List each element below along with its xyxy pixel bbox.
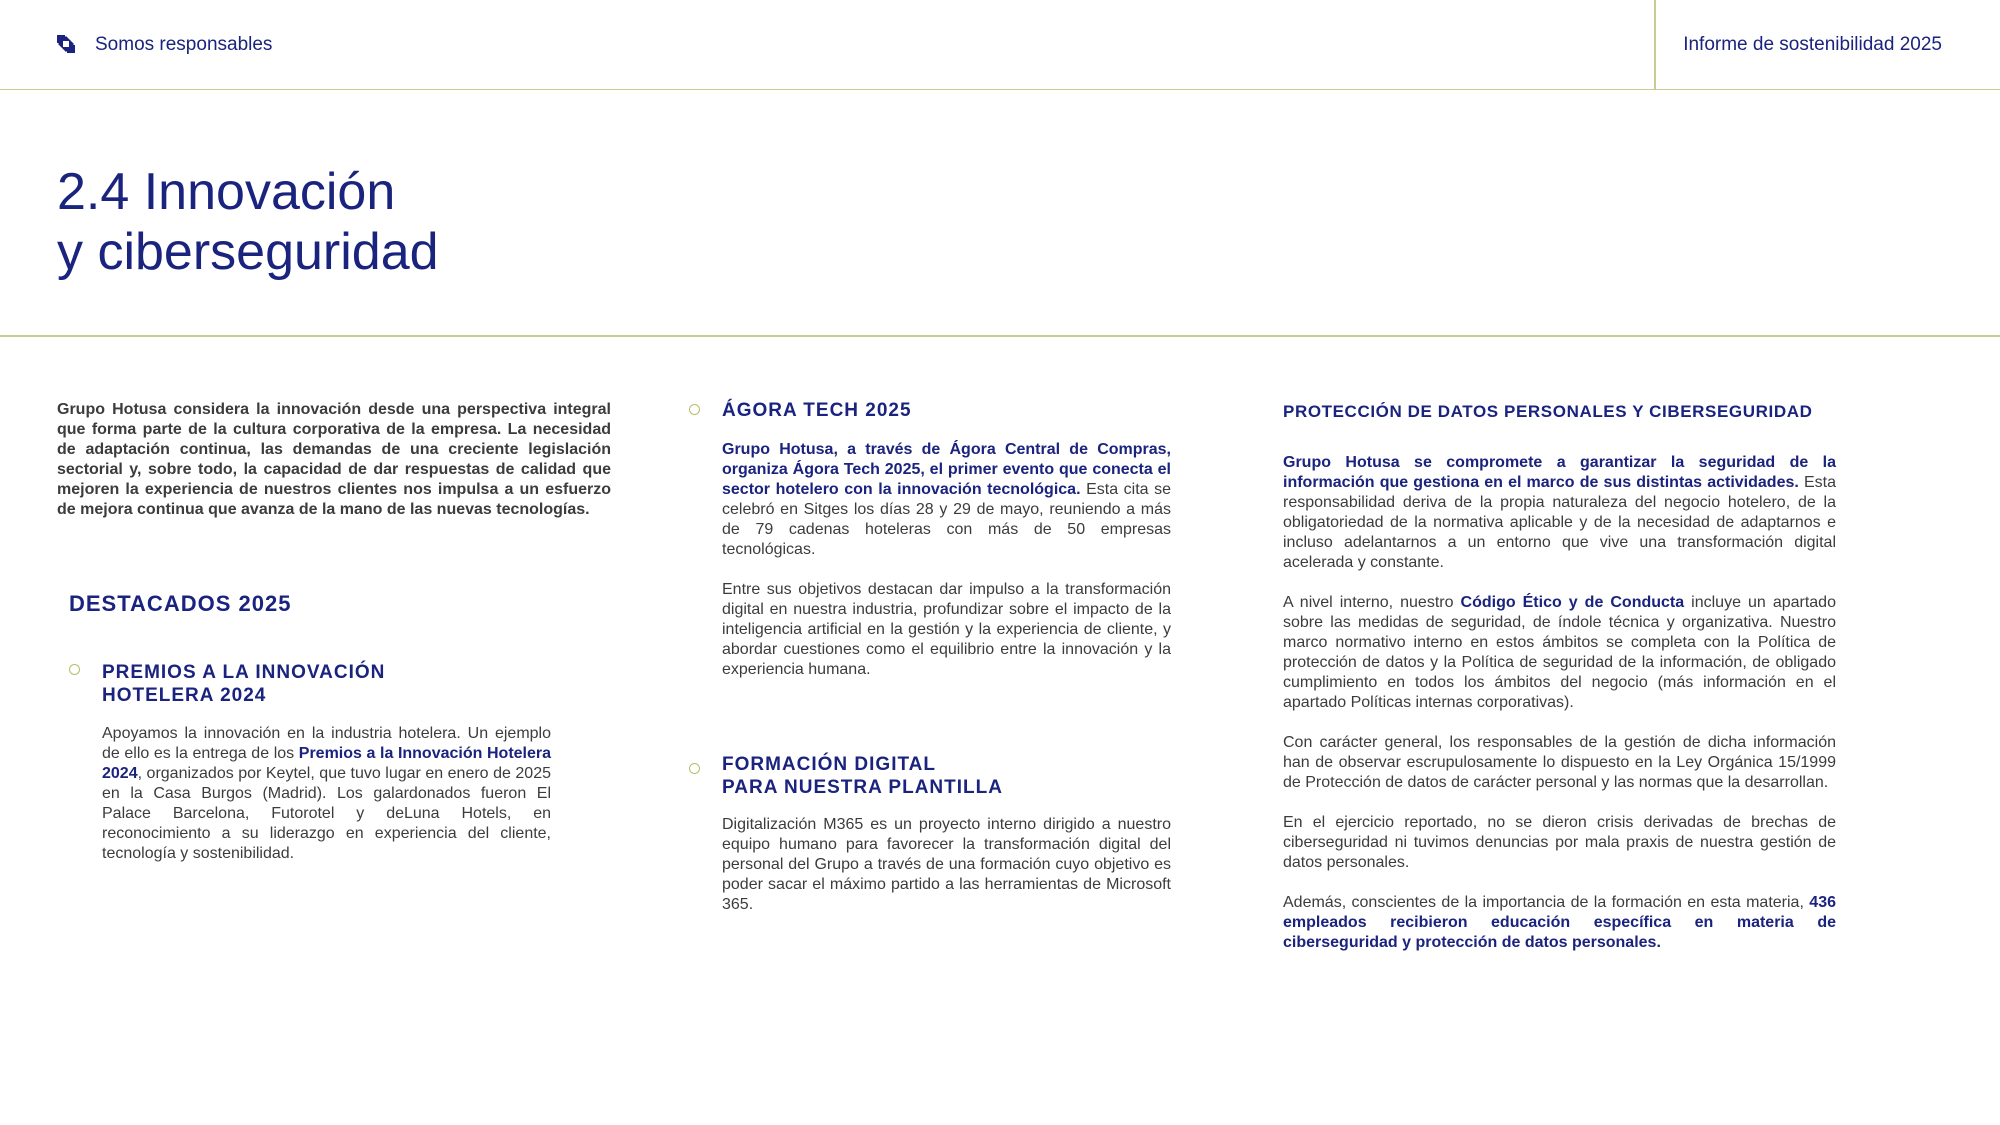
agora-paragraph-1 <box>722 440 1171 560</box>
formacion-text: Digitalización M365 es un proyecto interno dirigido a nuestro equipo humano para favorecer la transformación digital del personal del Grupo a través de una formación cuyo objetivo es poder sacar el máximo partido a las herramientas de Microsoft 365. <box>722 816 1171 913</box>
proteccion-highlight-1: Grupo Hotusa se compromete a garantizar la seguridad de la información que gestiona en el marco de sus distintas actividades. <box>1283 454 1836 491</box>
premios-text-a: Apoyamos la innovación en la industria hotelera. Un ejemplo de ello es la entrega de los <box>102 725 551 762</box>
formacion-heading-line-2: PARA NUESTRA PLANTILLA <box>722 777 1003 798</box>
proteccion-paragraph-1 <box>1283 453 1836 573</box>
destacados-heading: DESTACADOS 2025 <box>69 591 292 616</box>
intro-paragraph: Grupo Hotusa considera la innovación desde una perspectiva integral que forma parte de la cultura corporativa de la empresa. La necesidad de adaptación continua, las demandas de una creciente legislación sectorial y, sobre todo, la capacidad de dar respuestas de calidad que mejoren la experiencia de nuestros clientes nos impulsa a un esfuerzo de mejora continua que avanza de la mano de las nuevas tecnologías. <box>57 401 611 518</box>
proteccion-heading <box>1283 400 1812 423</box>
premios-text-b: , organizados por Keytel, que tuvo lugar en enero de 2025 en la Casa Burgos (Madrid). Los galardonados fueron El Palace Barcelona, Futorotel y deLuna Hotels, en reconocimiento a su liderazgo en experiencia del cliente, tecnología y sostenibilidad. <box>102 765 551 862</box>
agora-heading <box>722 399 912 422</box>
agora-text <box>722 440 1171 680</box>
formacion-heading <box>722 753 1003 799</box>
proteccion-paragraph-2-b: incluye un apartado sobre las medidas de seguridad, de índole técnica y organizativa. Nuestro marco normativo interno en estos ámbitos se completa con la Política de protección de datos y la Política de seguridad de la información, de obligado cumplimiento en todos los ámbitos del negocio (más información en el apartado Políticas internas corporativas). <box>1283 594 1836 711</box>
agora-paragraph-1-rest: Esta cita se celebró en Sitges los días 28 y 29 de mayo, reuniendo a más de 79 cadenas hoteleras con más de 50 empresas tecnológicas. <box>722 481 1171 558</box>
agora-bullet-icon <box>689 404 700 415</box>
report-title: Informe de sostenibilidad 2025 <box>1683 34 1942 55</box>
title-divider <box>0 335 2000 337</box>
premios-text <box>102 724 551 864</box>
proteccion-paragraph-3: Con carácter general, los responsables de la gestión de dicha información han de observar escrupulosamente lo dispuesto en la Ley Orgánica 15/1999 de Protección de datos de carácter personal y las normas que la desarrollan. <box>1283 734 1836 791</box>
page-title-line-2: y ciberseguridad <box>57 223 439 281</box>
proteccion-paragraph-1-rest: Esta responsabilidad deriva de la propia naturaleza del negocio hotelero, de la obligatoriedad de la normativa aplicable y de la necesidad de adaptarnos e incluso adelantarnos a un entorno que vive una transformación digital acelerada y constante. <box>1283 474 1836 571</box>
proteccion-paragraph-2-a: A nivel interno, nuestro <box>1283 594 1461 611</box>
premios-bullet-icon <box>69 664 80 675</box>
proteccion-heading-text: PROTECCIÓN DE DATOS PERSONALES Y CIBERSEGURIDAD <box>1283 402 1813 421</box>
premios-text-highlight: Premios a la Innovación Hotelera 2024 <box>102 745 552 782</box>
empleados-highlight: 436 empleados recibieron educación específica en materia de ciberseguridad y protección de datos personales. <box>1283 894 1836 951</box>
page-header <box>0 0 2000 90</box>
proteccion-paragraph-5-a: Además, conscientes de la importancia de la formación en esta materia, <box>1283 894 1810 911</box>
page-title-line-1: 2.4 Innovación <box>57 163 396 221</box>
premios-heading-line-2: HOTELERA 2024 <box>102 685 267 706</box>
proteccion-paragraph-2 <box>1283 593 1836 713</box>
formacion-heading-line-1: FORMACIÓN DIGITAL <box>722 754 937 775</box>
agora-heading-text: ÁGORA TECH 2025 <box>722 400 912 421</box>
proteccion-paragraph-5 <box>1283 893 1836 953</box>
formacion-bullet-icon <box>689 763 700 774</box>
premios-heading-line-1: PREMIOS A LA INNOVACIÓN <box>102 662 386 683</box>
section-label: Somos responsables <box>95 34 273 55</box>
premios-heading <box>102 661 385 707</box>
proteccion-text <box>1283 453 1836 953</box>
agora-highlight: Grupo Hotusa, a través de Ágora Central de Compras, organiza Ágora Tech 2025, el primer evento que conecta el sector hotelero con la innovación tecnológica. <box>722 441 1171 498</box>
agora-paragraph-2: Entre sus objetivos destacan dar impulso a la transformación digital en nuestra industria, profundizar sobre el impacto de la inteligencia artificial en la gestión y la experiencia de cliente, y abordar cuestiones como el equilibrio entre la innovación y la experiencia humana. <box>722 581 1171 678</box>
hotusa-logo-icon <box>57 35 75 53</box>
proteccion-paragraph-4: En el ejercicio reportado, no se dieron crisis derivadas de brechas de ciberseguridad ni tuvimos denuncias por mala praxis de nuestra gestión de datos personales. <box>1283 814 1836 871</box>
page-title <box>57 162 439 282</box>
codigo-etico-highlight: Código Ético y de Conducta <box>1460 594 1685 611</box>
